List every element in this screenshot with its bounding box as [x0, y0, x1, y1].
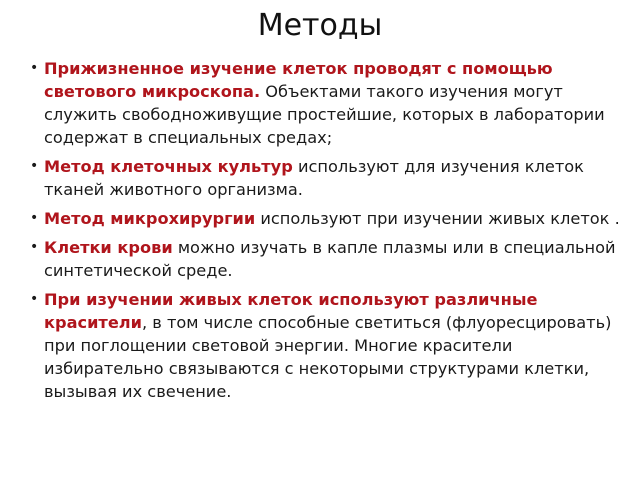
bullet-dot-icon: •: [30, 158, 39, 174]
bullet-dot-icon: •: [30, 210, 39, 226]
bullet-dot-icon: •: [30, 239, 39, 255]
bullet-highlight: Клетки крови: [44, 238, 173, 257]
bullet-highlight: Прижизненное изучение клеток проводят с помощью светового микроскопа.: [44, 59, 553, 101]
bullet-highlight: Метод клеточных культур: [44, 157, 293, 176]
bullet-text: , в том числе способные светиться (флуоресцировать) при поглощении световой энергии. Многие красители избирательно связываются с некоторыми структурами клетки, вызывая их свечение.: [44, 313, 612, 401]
bullet-dot-icon: •: [30, 291, 39, 307]
bullet-highlight: При изучении живых клеток используют различные красители: [44, 290, 538, 332]
bullet-item-cell-cultures: [30, 155, 626, 201]
bullet-item-dyes: [30, 288, 626, 403]
bullet-dot-icon: •: [30, 60, 39, 76]
slide-title: Методы: [257, 8, 383, 43]
bullet-item-blood-cells: [30, 236, 626, 282]
bullet-item-microsurgery: [30, 207, 626, 230]
bullet-item-microscope: [30, 57, 626, 149]
bullet-text: можно изучать в капле плазмы или в специальной синтетической среде.: [44, 238, 616, 280]
bullet-highlight: Метод микрохирургии: [44, 209, 256, 228]
bullet-text: используют при изучении живых клеток .: [255, 209, 620, 228]
bullet-list: [30, 57, 626, 409]
bullet-text: Объектами такого изучения могут служить свободноживущие простейшие, которых в лаборатории содержат в специальных средах;: [44, 82, 605, 147]
bullet-text: используют для изучения клеток тканей животного организма.: [44, 157, 584, 199]
